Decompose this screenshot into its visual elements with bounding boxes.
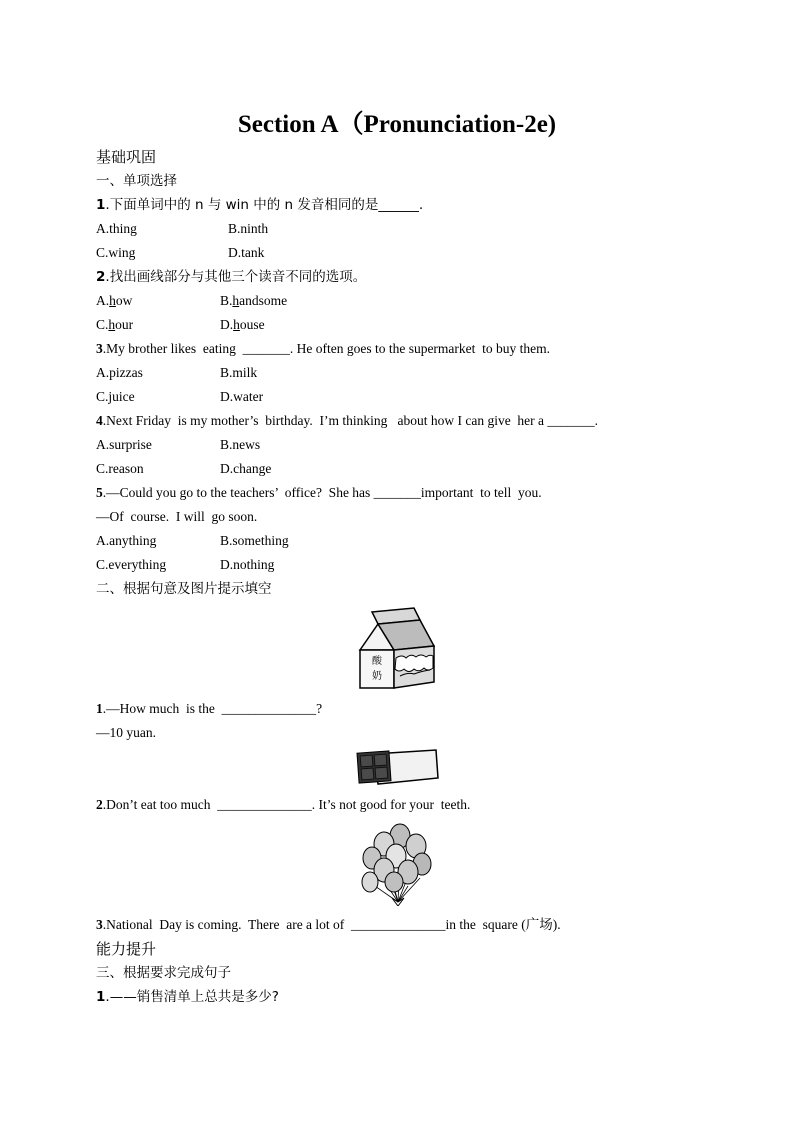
option-c: C.wing [96,245,136,260]
part-heading-complete-sentences: 三、根据要求完成句子 [96,965,231,981]
option-c: C.juice [96,389,135,404]
question-3 [96,340,550,358]
option-a: A.pizzas [96,365,143,380]
question-number: 3 [96,341,103,356]
carton-cloud-design [395,655,433,672]
option-a: A.thing [96,221,137,236]
option-a: A.anything [96,533,157,548]
option-rest: our [115,317,134,332]
chocolate-bar-picture [354,746,440,788]
question-5-reply: —Of course. I will go soon. [96,509,258,524]
section-heading-advanced: 能力提升 [96,940,157,958]
question-1 [96,196,423,214]
underlined-letter: h [232,293,240,308]
question-number: 5 [96,485,103,500]
fill-question-1-reply: —10 yuan. [96,725,156,740]
option-d: D.tank [228,245,265,260]
question-text: .—How much is the ______________? [102,701,323,716]
part-heading-fill-blanks: 二、根据句意及图片提示填空 [96,581,272,597]
option-c: C.reason [96,461,144,476]
yogurt-carton-picture [356,606,436,690]
option-b: B.news [220,437,261,452]
question-number: 4 [96,413,103,428]
question-text: .——销售清单上总共是多少? [105,989,279,1005]
question-number: 2 [96,797,103,812]
page-title: Section A（Pronunciation-2e) [237,111,557,138]
option-rest: ow [115,293,133,308]
underlined-letter: h [233,317,240,332]
question-2 [96,268,366,286]
chocolate-square [361,768,374,780]
option-d: D.water [220,389,264,404]
option-b [220,292,287,310]
question-text: .—Could you go to the teachers’ office? She has _______important to tell you. [102,485,542,500]
fill-question-1 [96,700,322,718]
option-d: D.nothing [220,557,275,572]
question-text: .Don’t eat too much ______________. It’s not good for your teeth. [102,797,471,812]
question-text: .National Day is coming. There are a lot of ______________in the square (广场). [102,917,561,932]
question-4 [96,412,598,430]
option-a [96,292,132,310]
sentence-question-1 [96,988,279,1006]
balloon [385,872,403,892]
balloons-picture [358,822,434,906]
question-5 [96,484,542,502]
option-prefix: C. [96,317,109,332]
fill-question-2 [96,796,470,814]
chocolate-square [360,755,373,767]
part-heading-single-choice: 一、单项选择 [96,173,177,189]
question-number: 3 [96,917,103,932]
option-d: D.change [220,461,272,476]
question-number: 1 [96,989,106,1005]
option-c [96,316,133,334]
chocolate-square [375,767,388,779]
question-number: 1 [96,701,103,716]
fill-question-3 [96,916,561,934]
option-c: C.everything [96,557,167,572]
balloon [362,872,378,892]
question-number: 1 [96,197,106,213]
option-b: B.milk [220,365,258,380]
question-text: .找出画线部分与其他三个读音不同的选项。 [105,269,367,285]
question-text: .My brother likes eating _______. He often goes to the supermarket to buy them. [102,341,551,356]
option-b: B.something [220,533,289,548]
question-number: 2 [96,269,106,285]
option-prefix: A. [96,293,110,308]
underlined-letter: h [109,293,116,308]
question-text: .下面单词中的 n 与 win 中的 n 发音相同的是______. [105,197,424,213]
balloon-cluster [362,824,431,892]
chocolate-square [374,754,387,766]
question-text: .Next Friday is my mother’s birthday. I’m thinking about how I can give her a _______. [102,413,599,428]
underlined-letter: h [108,317,116,332]
option-d [220,316,265,334]
chocolate-blocks [357,751,391,783]
option-rest: andsome [239,293,288,308]
option-rest: ouse [239,317,265,332]
carton-label-char-1: 酸 [372,656,382,667]
carton-label-char-2: 奶 [372,671,382,682]
option-b: B.ninth [228,221,269,236]
option-a: A.surprise [96,437,152,452]
section-heading-basic: 基础巩固 [96,148,157,166]
option-prefix: B. [220,293,233,308]
option-prefix: D. [220,317,234,332]
